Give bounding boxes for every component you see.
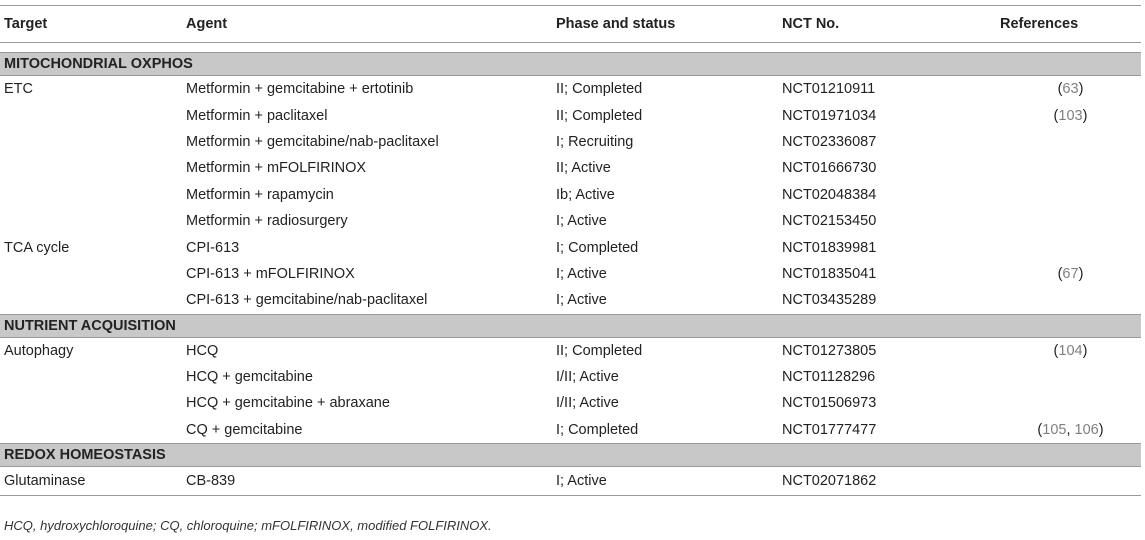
cell-phase: I; Active <box>556 292 607 309</box>
cell-agent: CQ + gemcitabine <box>186 421 303 438</box>
cell-phase: I; Active <box>556 265 607 282</box>
section-row <box>0 314 1141 337</box>
section-row <box>0 53 1141 76</box>
cell-nct: NCT02071862 <box>778 467 996 496</box>
cell-phase: I/II; Active <box>556 369 619 386</box>
ref-paren-open: ( <box>1053 342 1059 359</box>
table-body <box>0 43 1141 496</box>
cell-references <box>996 102 1141 128</box>
ref-separator: , <box>1066 421 1075 438</box>
cell-references <box>996 155 1141 181</box>
cell-nct: NCT03435289 <box>782 292 877 309</box>
table-row <box>0 182 1141 208</box>
reference-link[interactable]: 63 <box>1062 81 1079 98</box>
cell-agent: Metformin + rapamycin <box>186 186 334 203</box>
cell-nct: NCT01777477 <box>782 421 877 438</box>
cell-references <box>996 417 1141 444</box>
cell-target <box>0 208 182 234</box>
cell-nct: NCT01506973 <box>782 395 877 412</box>
cell-agent: Metformin + mFOLFIRINOX <box>186 160 367 177</box>
table-row <box>0 337 1141 364</box>
reference-link[interactable]: 67 <box>1062 265 1079 282</box>
cell-phase: I; Active <box>556 213 607 230</box>
cell-nct: NCT01971034 <box>782 107 877 124</box>
reference-link[interactable]: 103 <box>1058 107 1083 124</box>
ref-paren-open: ( <box>1037 421 1043 438</box>
cell-references <box>996 287 1141 314</box>
section-row <box>0 444 1141 467</box>
cell-target: Autophagy <box>4 342 74 359</box>
cell-phase: II; Completed <box>556 81 643 98</box>
cell-phase: I; Completed <box>556 239 639 256</box>
cell-agent: HCQ + gemcitabine <box>186 369 313 386</box>
cell-target <box>0 287 182 314</box>
header-row <box>0 6 1141 43</box>
table-row <box>0 155 1141 181</box>
cell-target <box>0 364 182 390</box>
table-row <box>0 234 1141 260</box>
cell-target <box>0 182 182 208</box>
cell-references <box>996 261 1141 287</box>
cell-nct: NCT01839981 <box>782 239 877 256</box>
table-row <box>0 364 1141 390</box>
cell-phase: II; Completed <box>556 342 643 359</box>
header-nct: NCT No. <box>778 6 996 43</box>
reference-link[interactable]: 105 <box>1042 421 1067 438</box>
ref-paren-close: ) <box>1098 421 1104 438</box>
table-row <box>0 76 1141 103</box>
cell-nct: NCT02048384 <box>782 186 877 203</box>
table-row <box>0 261 1141 287</box>
cell-phase: I; Recruiting <box>556 133 634 150</box>
cell-phase: II; Completed <box>556 107 643 124</box>
table-row <box>0 129 1141 155</box>
table-row <box>0 467 1141 496</box>
cell-agent: Metformin + paclitaxel <box>186 107 328 124</box>
reference-link[interactable]: 106 <box>1074 421 1099 438</box>
cell-references <box>996 76 1141 103</box>
header-agent: Agent <box>182 6 552 43</box>
ref-paren-open: ( <box>1053 107 1059 124</box>
header-target: Target <box>0 6 182 43</box>
cell-target <box>0 129 182 155</box>
ref-paren-close: ) <box>1082 107 1088 124</box>
cell-references <box>996 337 1141 364</box>
cell-target: ETC <box>4 81 33 98</box>
table-row <box>0 287 1141 314</box>
section-title: NUTRIENT ACQUISITION <box>0 314 1141 337</box>
cell-target <box>0 155 182 181</box>
cell-phase: II; Active <box>556 160 611 177</box>
cell-nct: NCT01128296 <box>782 369 876 386</box>
cell-agent: Metformin + gemcitabine + ertotinib <box>186 81 414 98</box>
cell-agent: CB-839 <box>182 467 552 496</box>
cell-nct: NCT01666730 <box>782 160 877 177</box>
cell-agent: Metformin + gemcitabine/nab-paclitaxel <box>186 133 439 150</box>
cell-target <box>0 261 182 287</box>
cell-references <box>996 234 1141 260</box>
ref-paren-open: ( <box>1057 265 1063 282</box>
cell-target <box>0 417 182 444</box>
cell-nct: NCT01835041 <box>782 265 877 282</box>
cell-agent: Metformin + radiosurgery <box>186 213 348 230</box>
cell-phase: I; Active <box>552 467 778 496</box>
cell-phase: I; Completed <box>556 421 639 438</box>
cell-agent: CPI-613 <box>186 239 240 256</box>
cell-agent: CPI-613 + mFOLFIRINOX <box>186 265 355 282</box>
ref-paren-close: ) <box>1078 81 1084 98</box>
section-title: MITOCHONDRIAL OXPHOS <box>0 53 1141 76</box>
table-header <box>0 6 1141 43</box>
cell-target: Glutaminase <box>0 467 182 496</box>
cell-agent: HCQ <box>186 342 219 359</box>
cell-agent: HCQ + gemcitabine + abraxane <box>186 395 390 412</box>
table-row <box>0 208 1141 234</box>
cell-nct: NCT01210911 <box>782 81 876 98</box>
cell-references <box>996 364 1141 390</box>
spacer-cell <box>0 43 1141 53</box>
cell-references <box>996 390 1141 416</box>
ref-paren-close: ) <box>1078 265 1084 282</box>
cell-references <box>996 129 1141 155</box>
cell-references <box>996 182 1141 208</box>
cell-target <box>0 390 182 416</box>
table-footnote: HCQ, hydroxychloroquine; CQ, chloroquine; mFOLFIRINOX, modified FOLFIRINOX. <box>4 518 492 533</box>
spacer-row <box>0 43 1141 53</box>
section-title: REDOX HOMEOSTASIS <box>0 444 1141 467</box>
cell-nct: NCT02336087 <box>782 133 877 150</box>
clinical-trials-table <box>0 5 1141 496</box>
header-references: References <box>996 6 1141 43</box>
cell-target <box>0 102 182 128</box>
cell-phase: I/II; Active <box>556 395 619 412</box>
cell-nct: NCT01273805 <box>782 342 877 359</box>
ref-paren-open: ( <box>1057 81 1063 98</box>
table-row <box>0 417 1141 444</box>
cell-phase: Ib; Active <box>556 186 615 203</box>
ref-paren-close: ) <box>1082 342 1088 359</box>
reference-link[interactable]: 104 <box>1058 342 1083 359</box>
cell-target: TCA cycle <box>4 239 70 256</box>
cell-references <box>996 467 1141 496</box>
cell-agent: CPI-613 + gemcitabine/nab-paclitaxel <box>186 292 428 309</box>
table-row <box>0 102 1141 128</box>
table-row <box>0 390 1141 416</box>
cell-references <box>996 208 1141 234</box>
header-phase: Phase and status <box>552 6 778 43</box>
cell-nct: NCT02153450 <box>782 213 877 230</box>
